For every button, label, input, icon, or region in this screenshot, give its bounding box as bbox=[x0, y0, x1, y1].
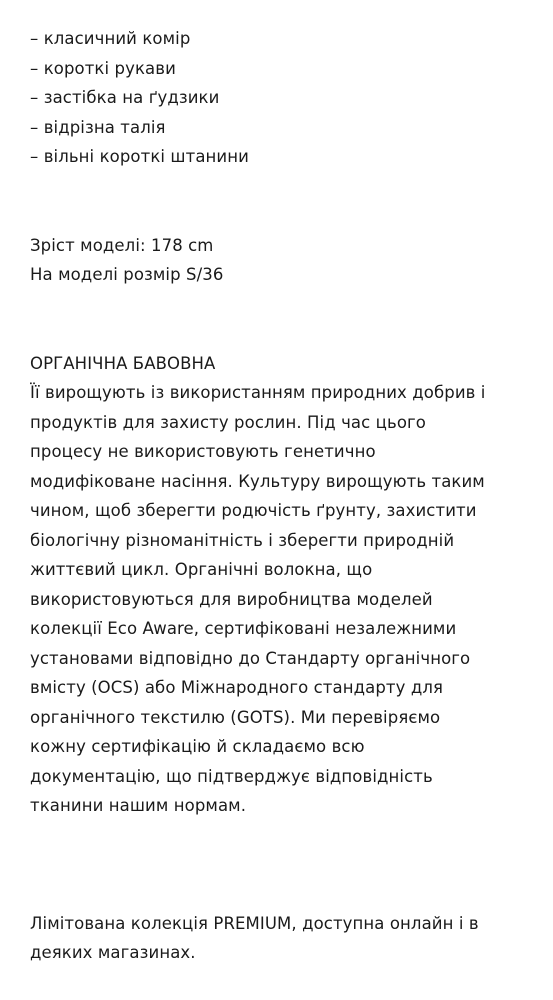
feature-list bbox=[30, 24, 530, 172]
organic-text-line: чином, щоб зберегти родючість ґрунту, захистити bbox=[30, 501, 477, 520]
organic-cotton-section bbox=[30, 349, 530, 821]
feature-item: – короткі рукави bbox=[30, 58, 176, 78]
organic-text-line: використовуються для виробництва моделей bbox=[30, 589, 433, 609]
organic-text-line: процесу не використовують генетично bbox=[30, 442, 376, 461]
model-info bbox=[30, 231, 530, 290]
organic-text-line: установами відповідно до Стандарту органічного bbox=[30, 648, 471, 668]
premium-text-line: деяких магазинах. bbox=[30, 943, 196, 962]
organic-text-line: органічного текстилю (GOTS). Ми перевіряємо bbox=[30, 707, 441, 727]
model-height: Зріст моделі: 178 cm bbox=[30, 235, 214, 255]
premium-collection-note bbox=[30, 909, 530, 968]
organic-text-line: життєвий цикл. Органічні волокна, що bbox=[30, 560, 373, 579]
feature-item: – класичний комір bbox=[30, 29, 191, 48]
organic-text-line: вмісту (OCS) або Міжнародного стандарту для bbox=[30, 678, 444, 697]
organic-cotton-heading: ОРГАНІЧНА БАВОВНА bbox=[30, 353, 216, 373]
organic-text-line: тканини нашим нормам. bbox=[30, 796, 247, 815]
organic-text-line: продуктів для захисту рослин. Під час цього bbox=[30, 412, 426, 432]
premium-text-line: Лімітована колекція PREMIUM, доступна онлайн і в bbox=[30, 913, 479, 933]
organic-text-line: документацію, що підтверджує відповідність bbox=[30, 766, 433, 786]
organic-text-line: Її вирощують із використанням природних добрив і bbox=[30, 383, 486, 402]
feature-item: – вільні короткі штанини bbox=[30, 147, 249, 166]
organic-text-line: модифіковане насіння. Культуру вирощують таким bbox=[30, 471, 485, 491]
organic-text-line: біологічну різноманітність і зберегти природній bbox=[30, 530, 455, 550]
model-size: На моделі розмір S/36 bbox=[30, 265, 224, 284]
organic-text-line: колекції Eco Aware, сертифіковані незалежними bbox=[30, 619, 457, 638]
organic-text-line: кожну сертифікацію й складаємо всю bbox=[30, 737, 365, 756]
feature-item: – відрізна талія bbox=[30, 117, 166, 137]
feature-item: – застібка на ґудзики bbox=[30, 88, 220, 107]
description-content bbox=[30, 24, 530, 968]
